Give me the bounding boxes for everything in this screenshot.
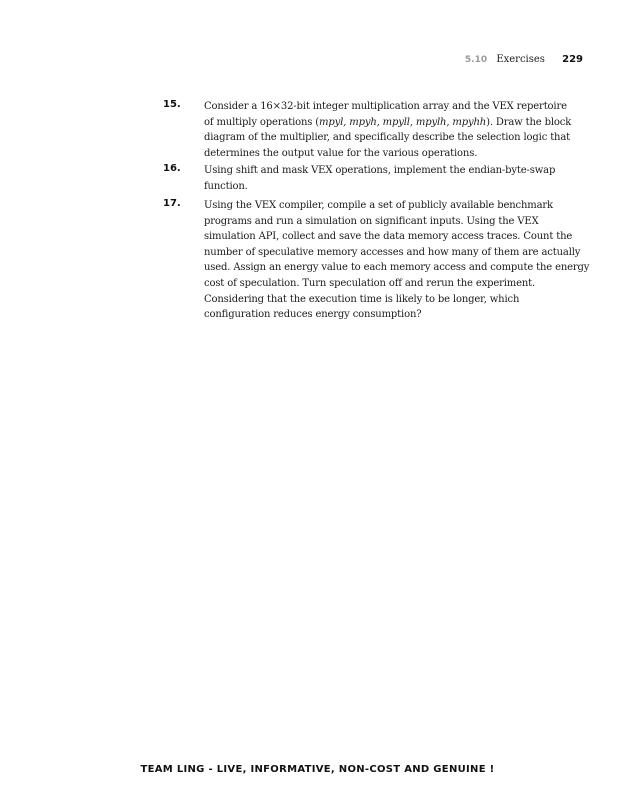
section-number: 5.10 [464,55,488,65]
exercise-line: determines the output value for the various operations. [204,147,478,159]
exercise-text [204,163,594,194]
exercise-line-part: ). Draw the block [486,116,572,128]
exercise-number: 16. [163,163,181,174]
exercise-line: function. [204,180,248,192]
operation-list: mpyl, mpyh, mpyll, mpylh, mpyhh [319,116,487,128]
exercise-number: 17. [163,198,181,209]
section-title: Exercises [496,54,545,65]
exercise-number: 15. [163,99,181,110]
exercise-line: Using the VEX compiler, compile a set of publicly available benchmark [204,200,553,211]
running-head [465,54,583,65]
exercise-line: cost of speculation. Turn speculation off and rerun the experiment. [204,277,536,289]
exercise-line: Consider a 16×32-bit integer multiplication array and the VEX repertoire [204,101,567,112]
exercise-line: programs and run a simulation on significant inputs. Using the VEX [204,215,539,227]
exercise-line: Using shift and mask VEX operations, implement the endian-byte-swap [204,165,556,176]
exercise-line: Considering that the execution time is likely to be longer, which [204,293,520,305]
page-number: 229 [562,54,583,65]
exercise-text [204,99,594,161]
exercise-line: number of speculative memory accesses and how many of them are actually [204,246,581,258]
exercise-line: simulation API, collect and save the data memory access traces. Count the [204,231,573,243]
exercise-text [204,198,594,323]
exercise-line: configuration reduces energy consumption? [204,309,422,321]
exercise-line: diagram of the multiplier, and specifically describe the selection logic that [204,132,571,144]
exercise-line: used. Assign an energy value to each memory access and compute the energy [204,262,590,274]
footer-watermark: TEAM LING - LIVE, INFORMATIVE, NON-COST AND GENUINE ! [140,764,495,775]
exercise-line-part: of multiply operations ( [204,116,320,128]
exercise-line [204,115,594,131]
